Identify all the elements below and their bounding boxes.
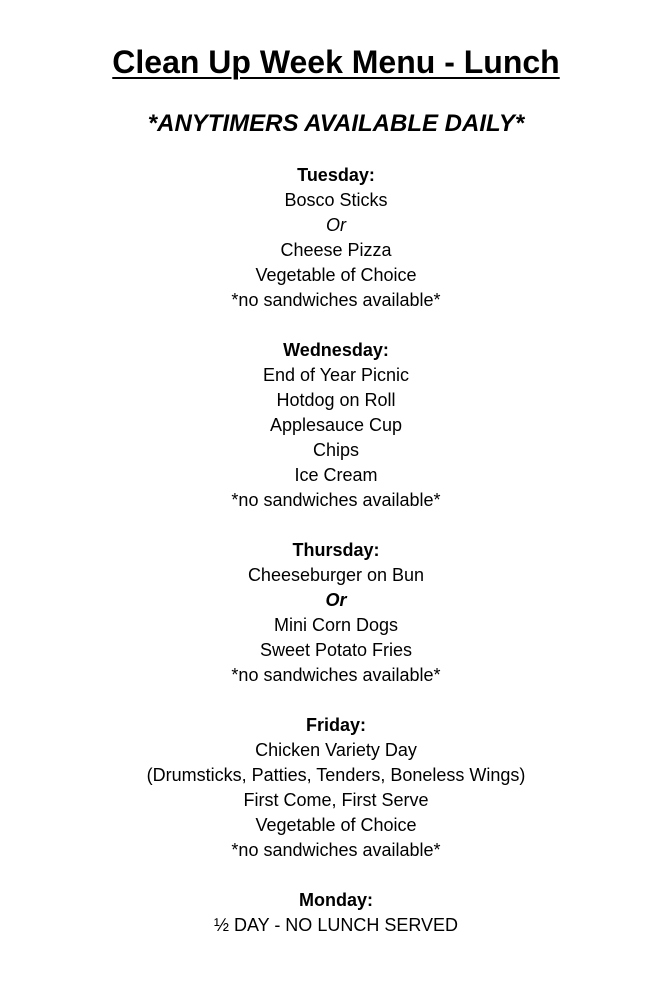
menu-note: *no sandwiches available* xyxy=(231,490,441,510)
menu-item: (Drumsticks, Patties, Tenders, Boneless Wings) xyxy=(146,765,526,785)
day-heading-monday: Monday: xyxy=(299,890,373,910)
weekly-menu xyxy=(0,163,672,963)
menu-note: *no sandwiches available* xyxy=(231,665,441,685)
day-block-thursday xyxy=(0,538,672,688)
menu-item: Chips xyxy=(312,440,360,460)
menu-item: Vegetable of Choice xyxy=(255,265,417,285)
day-heading-friday: Friday: xyxy=(305,715,366,735)
menu-item: Ice Cream xyxy=(294,465,378,485)
menu-or-separator: Or xyxy=(326,215,346,235)
day-block-wednesday xyxy=(0,338,672,513)
menu-item: Applesauce Cup xyxy=(269,415,403,435)
page-title: Clean Up Week Menu - Lunch xyxy=(112,44,560,80)
menu-item: Mini Corn Dogs xyxy=(273,615,399,635)
day-heading-thursday: Thursday: xyxy=(292,540,380,560)
menu-item: First Come, First Serve xyxy=(243,790,429,810)
menu-item: Sweet Potato Fries xyxy=(259,640,413,660)
day-heading-tuesday: Tuesday: xyxy=(297,165,375,185)
menu-item: Cheese Pizza xyxy=(280,240,392,260)
day-heading-wednesday: Wednesday: xyxy=(283,340,389,360)
menu-item: Cheeseburger on Bun xyxy=(247,565,425,585)
menu-item: Hotdog on Roll xyxy=(276,390,396,410)
menu-note: *no sandwiches available* xyxy=(231,840,441,860)
menu-item: ½ DAY - NO LUNCH SERVED xyxy=(213,915,459,935)
day-block-tuesday xyxy=(0,163,672,313)
menu-item: Chicken Variety Day xyxy=(255,740,417,760)
menu-item: Vegetable of Choice xyxy=(255,815,417,835)
anytimers-notice: *ANYTIMERS AVAILABLE DAILY* xyxy=(147,110,525,137)
menu-item: Bosco Sticks xyxy=(284,190,388,210)
menu-or-separator: Or xyxy=(325,590,347,610)
menu-note: *no sandwiches available* xyxy=(231,290,441,310)
day-block-monday xyxy=(0,888,672,938)
menu-item: End of Year Picnic xyxy=(262,365,410,385)
day-block-friday xyxy=(0,713,672,863)
